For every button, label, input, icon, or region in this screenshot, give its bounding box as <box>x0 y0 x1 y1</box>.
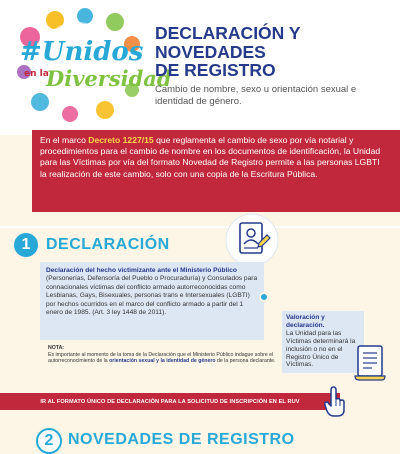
note-highlight: orientación sexual y la identidad de género <box>109 358 216 365</box>
connector-dot <box>259 292 269 302</box>
intro-lead: En el marco <box>40 135 89 145</box>
decree-reference: Decreto 1227/15 <box>88 135 154 145</box>
title-line-2: NOVEDADES <box>155 41 266 62</box>
declaration-note <box>48 345 278 365</box>
title-line-3: DE REGISTRO <box>155 60 276 80</box>
header <box>0 0 400 135</box>
declaration-card-heading: Declaración del hecho victimizante ante el Ministerio Público <box>46 267 237 274</box>
svg-text:en la: en la <box>24 69 49 79</box>
declaration-card-body: (Personerías, Defensoría del Pueblo o Procuraduría) y Consulados para connacionales víctimas del conflicto armado autorreconocidas como Lesbianas, Gays, Bisexuales, personas trans e Intersexuales (LGBTI) por hechos ocurridos en el marco del conflicto armado a partir del 1 enero de 1985. (Art. 3 ley 1448 de 2011). <box>46 275 258 317</box>
valuation-card-heading: Valoración y declaración. <box>286 314 325 329</box>
note-tail: de la persona declarante. <box>215 358 276 365</box>
unidos-diversidad-logo <box>10 2 172 130</box>
note-label: NOTA: <box>48 345 65 351</box>
section-1-title: DECLARACIÓN <box>46 236 170 253</box>
section-2-number-badge: 2 <box>36 428 62 454</box>
section-1-number-badge: 1 <box>14 233 38 257</box>
note-lead: Es importante al momento de la toma de la Declaración que el Ministerio Público indague sobre el autorreconocimiento de la <box>48 351 274 365</box>
svg-text:Diversidad: Diversidad <box>46 66 172 91</box>
hand-pointer-icon[interactable] <box>322 386 348 418</box>
title-line-1: DECLARACIÓN Y <box>155 23 301 43</box>
page-subtitle: Cambio de nombre, sexo u orientación sexual e identidad de género. <box>155 84 357 107</box>
section-divider <box>0 226 400 228</box>
section-2-title: NOVEDADES DE REGISTRO <box>68 431 295 448</box>
page-title <box>155 24 390 80</box>
declaration-card <box>40 262 264 340</box>
intro-text: que reglamenta el cambio de sexo por vía notarial y procedimientos para el cambio de nombre en los documentos de identificación, la Unidad para las Víctimas por vía del formato Novedad de Registro permite a las personas LGBTI la realización de este cambio, solo con una copia de la Escritura Pública. <box>40 135 381 179</box>
valuation-card-body: La Unidad para las Víctimas determinará la inclusión o no en el Registro Único de Víctimas. <box>286 329 356 369</box>
intro-band <box>32 130 400 212</box>
user-document-icon <box>225 213 279 267</box>
declaration-form-link[interactable]: IR AL FORMATO ÚNICO DE DECLARACIÓN PARA LA SOLICITUD DE INSCRIPCIÓN EN EL RUV <box>0 393 340 410</box>
svg-text:#Unidos: #Unidos <box>20 37 144 67</box>
scroll-document-icon <box>352 342 388 382</box>
